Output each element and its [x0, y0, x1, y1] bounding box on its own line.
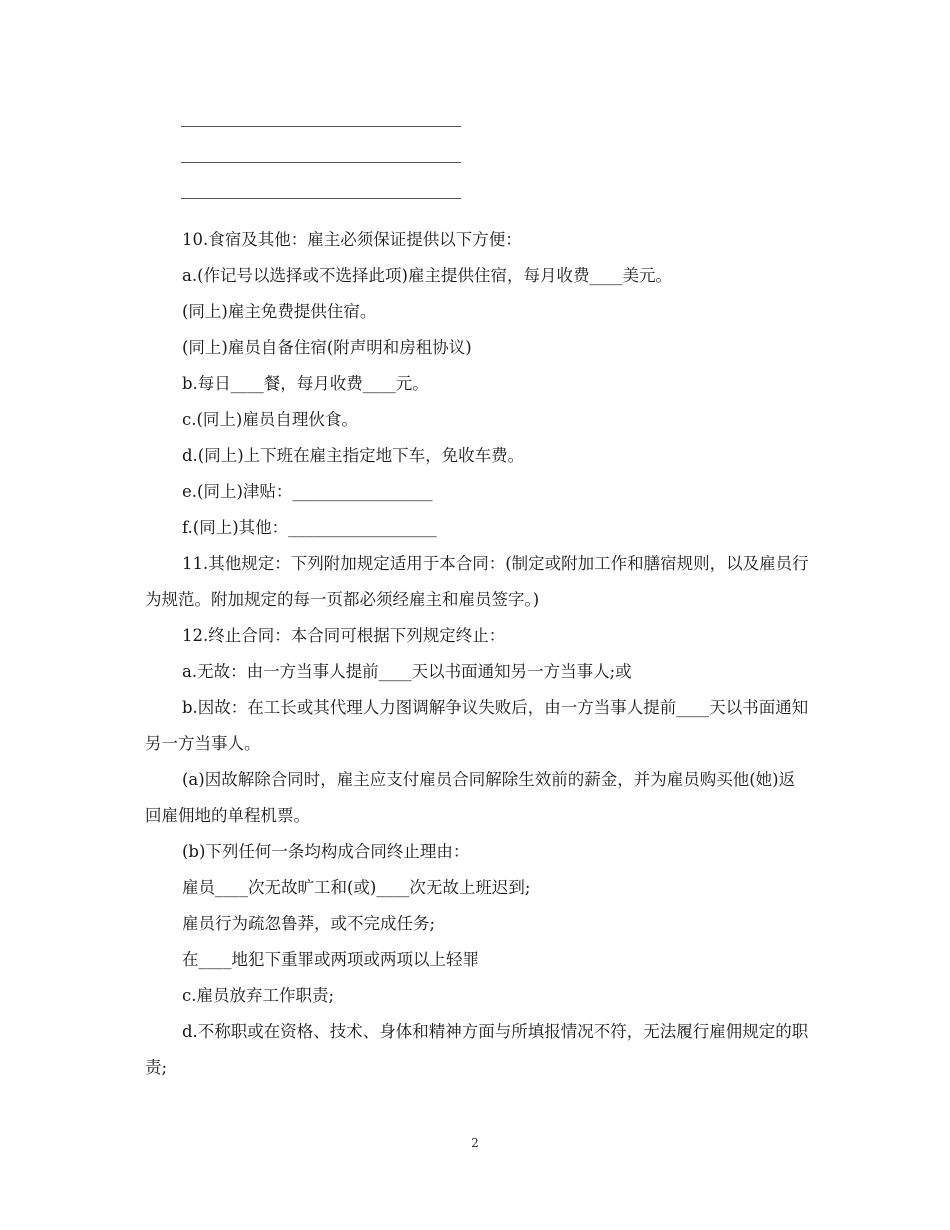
paragraph-absence: 雇员____次无故旷工和(或)____次无故上班迟到;	[182, 878, 531, 897]
paragraph-crime: 在____地犯下重罪或两项或两项以上轻罪	[182, 950, 479, 969]
paragraph-self-lodging: (同上)雇员自备住宿(附声明和房租协议)	[182, 338, 472, 357]
paragraph-item-a-lodging-fee: a.(作记号以选择或不选择此项)雇主提供住宿，每月收费____美元。	[182, 266, 672, 285]
paragraph-terminate-with-cause: b.因故：在工长或其代理人力图调解争议失败后，由一方当事人提前____天以书面通知另一方当事人。	[145, 698, 809, 753]
paragraph-cause-payment: (a)因故解除合同时，雇主应支付雇员合同解除生效前的薪金，并为雇员购买他(她)返回雇佣地的单程机票。	[145, 770, 796, 825]
paragraph-free-lodging: (同上)雇主免费提供住宿。	[182, 302, 377, 321]
blank-line	[181, 162, 461, 163]
paragraph-item-f-other: f.(同上)其他：__________________	[182, 518, 437, 537]
paragraph-item-b-meals: b.每日____餐，每月收费____元。	[182, 374, 429, 393]
paragraph-item-d-incompetent: d.不称职或在资格、技术、身体和精神方面与所填报情况不符，无法履行雇佣规定的职责;	[145, 1022, 809, 1077]
paragraph-item-d-transport: d.(同上)上下班在雇主指定地下车，免收车费。	[182, 446, 525, 465]
document-body	[145, 222, 810, 1086]
paragraph-item-c-abandon: c.雇员放弃工作职责;	[182, 986, 335, 1005]
paragraph-negligence: 雇员行为疏忽鲁莽，或不完成任务;	[182, 914, 436, 933]
blank-fill-lines	[181, 126, 461, 234]
paragraph-section-11: 11.其他规定：下列附加规定适用于本合同：(制定或附加工作和膳宿规则，以及雇员行为规范。附加规定的每一页都必须经雇主和雇员签字。)	[145, 554, 809, 609]
paragraph-section-12: 12.终止合同：本合同可根据下列规定终止：	[182, 626, 506, 645]
page-number: 2	[471, 1136, 479, 1150]
paragraph-item-e-allowance: e.(同上)津贴：_________________	[182, 482, 433, 501]
paragraph-item-c-self-meals: c.(同上)雇员自理伙食。	[182, 410, 358, 429]
blank-line	[181, 198, 461, 199]
blank-line	[181, 126, 461, 127]
paragraph-cause-reasons: (b)下列任何一条均构成合同终止理由：	[182, 842, 470, 861]
paragraph-terminate-without-cause: a.无故：由一方当事人提前____天以书面通知另一方当事人;或	[182, 662, 632, 681]
paragraph-section-10: 10.食宿及其他：雇主必须保证提供以下方便：	[182, 230, 522, 249]
